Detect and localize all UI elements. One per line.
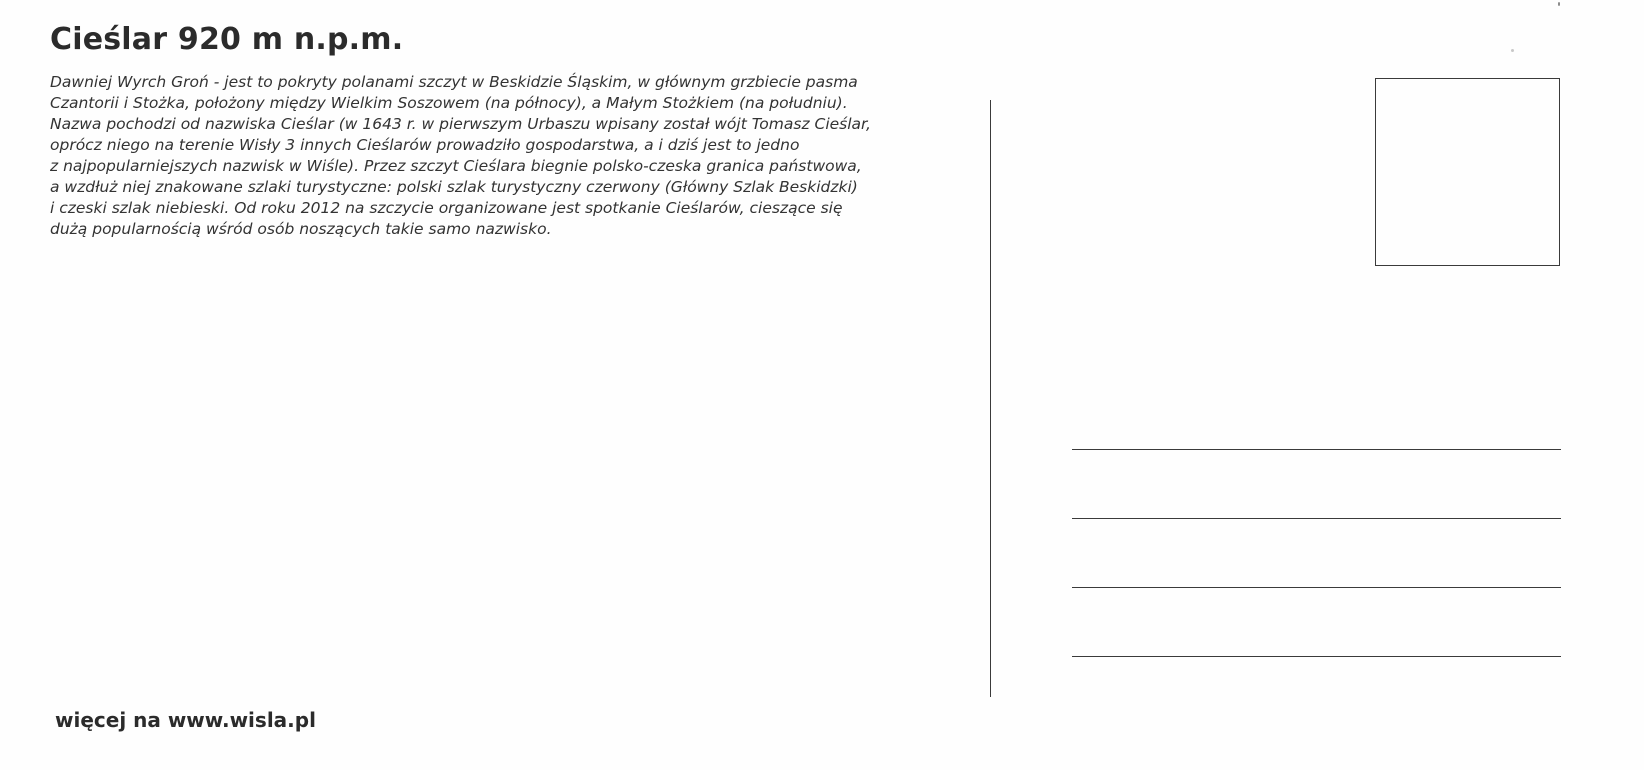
description-line: a wzdłuż niej znakowane szlaki turystyczne: polski szlak turystyczny czerwony (Główny Szlak Beskidzki) [50, 178, 858, 196]
postcard-title: Cieślar 920 m n.p.m. [50, 22, 404, 57]
address-line [1072, 656, 1561, 657]
vertical-divider [990, 100, 991, 697]
description-paragraph [50, 72, 890, 240]
scan-speck [1558, 2, 1560, 6]
description-line: i czeski szlak niebieski. Od roku 2012 na szczycie organizowane jest spotkanie Cieślarów, cieszące się [50, 199, 843, 217]
description-line: oprócz niego na terenie Wisły 3 innych Cieślarów prowadziło gospodarstwa, a i dziś jest to jedno [50, 136, 800, 154]
description-line: Czantorii i Stożka, położony między Wielkim Soszowem (na północy), a Małym Stożkiem (na południu). [50, 94, 848, 112]
website-footer-text: więcej na www.wisla.pl [55, 708, 316, 732]
address-line [1072, 518, 1561, 519]
scan-speck [1511, 49, 1514, 52]
description-line: z najpopularniejszych nazwisk w Wiśle). Przez szczyt Cieślara biegnie polsko-czeska granica państwowa, [50, 157, 862, 175]
description-line: Nazwa pochodzi od nazwiska Cieślar (w 1643 r. w pierwszym Urbaszu wpisany został wójt Tomasz Cieślar, [50, 115, 871, 133]
description-line: dużą popularnością wśród osób noszących takie samo nazwisko. [50, 220, 552, 238]
address-line [1072, 587, 1561, 588]
description-line: Dawniej Wyrch Groń - jest to pokryty polanami szczyt w Beskidzie Śląskim, w głównym grzbiecie pasma [50, 73, 858, 91]
stamp-box [1375, 78, 1560, 266]
address-line [1072, 449, 1561, 450]
